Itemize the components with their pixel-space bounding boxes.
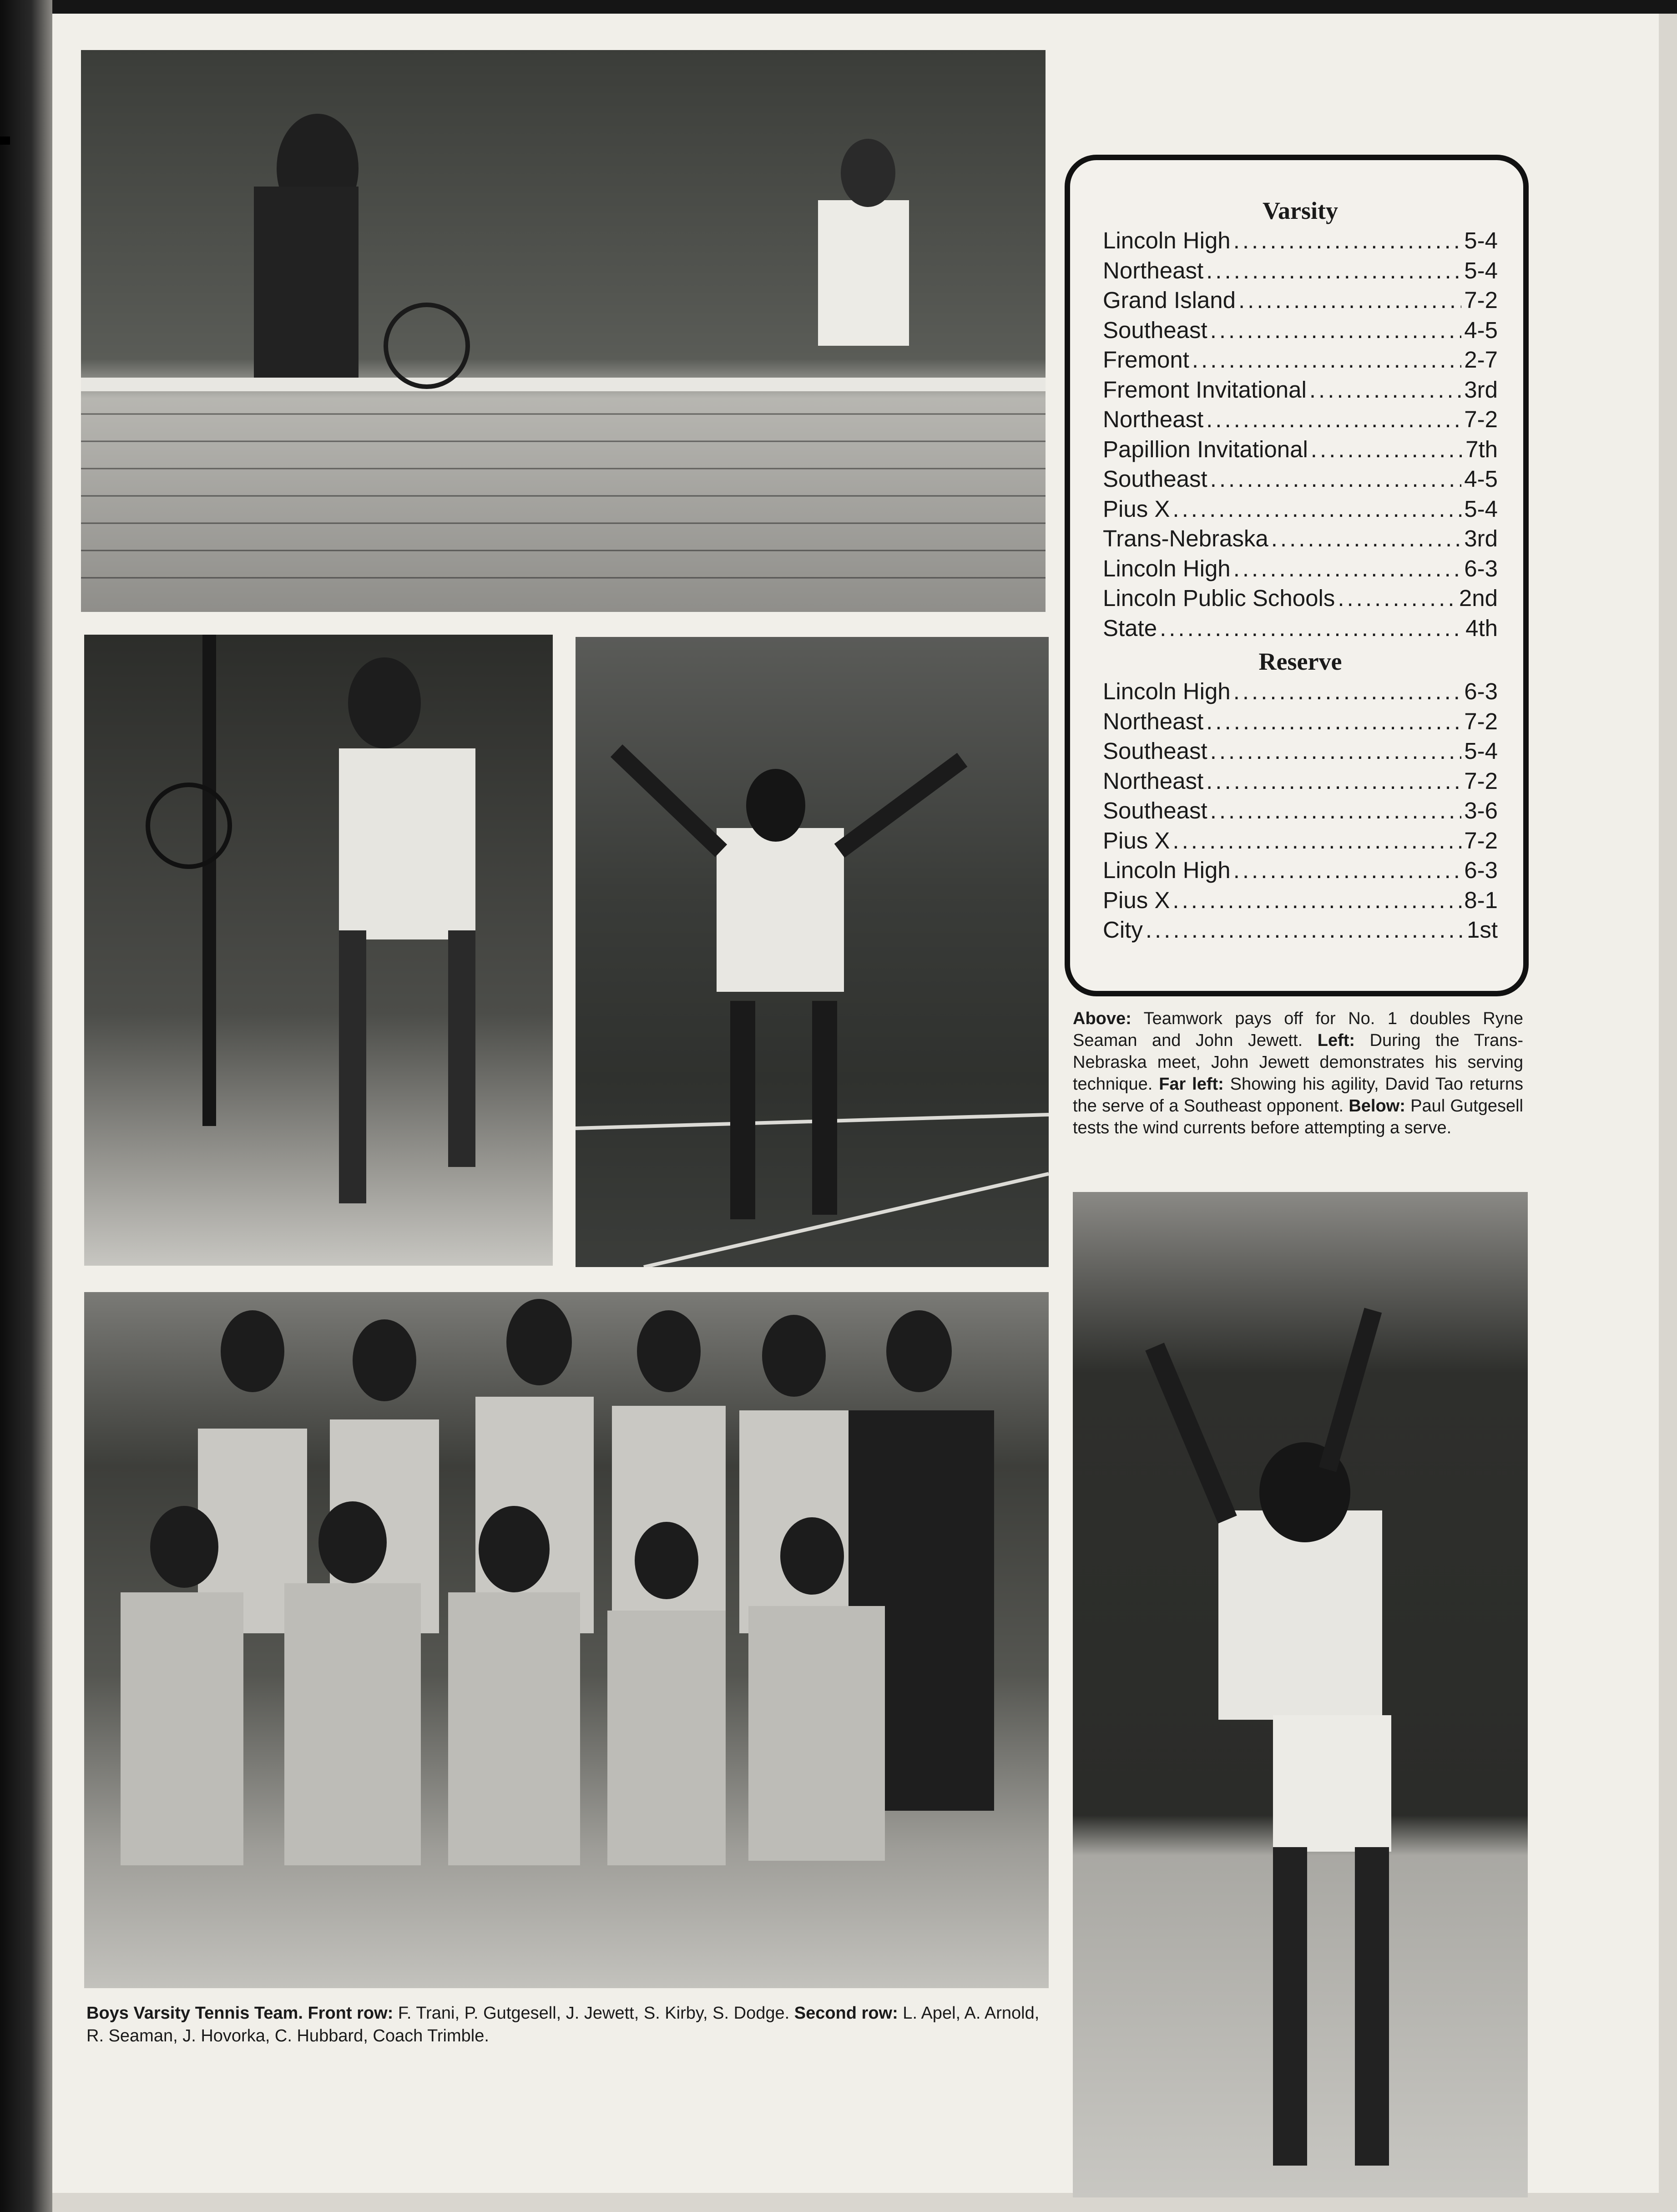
result-row <box>1103 315 1498 345</box>
leader-dots <box>1210 796 1462 826</box>
match-result: 6-3 <box>1464 678 1498 704</box>
match-result: 8-1 <box>1464 887 1498 913</box>
leader-dots <box>1271 524 1462 554</box>
match-result: 7-2 <box>1464 827 1498 853</box>
opponent-name: Pius X <box>1103 495 1170 522</box>
result-row <box>1103 885 1498 915</box>
match-result: 6-3 <box>1464 555 1498 581</box>
match-result: 4-5 <box>1464 317 1498 343</box>
opponent-name: City <box>1103 917 1143 943</box>
match-result: 7-2 <box>1464 768 1498 794</box>
result-row <box>1103 613 1498 643</box>
opponent-name: Lincoln High <box>1103 678 1231 704</box>
leader-dots <box>1233 226 1462 256</box>
net-scene-graphic <box>81 50 1046 612</box>
result-row <box>1103 464 1498 494</box>
opponent-name: Southeast <box>1103 466 1207 492</box>
photo-david-tao <box>84 635 553 1266</box>
opponent-name: Lincoln High <box>1103 857 1231 883</box>
result-row <box>1103 796 1498 826</box>
photo-doubles-at-net <box>81 50 1046 612</box>
opponent-name: Lincoln Public Schools <box>1103 585 1335 611</box>
team-group-graphic <box>84 1292 1049 1988</box>
david-tao-graphic <box>84 635 553 1266</box>
opponent-name: Southeast <box>1103 738 1207 764</box>
varsity-heading: Varsity <box>1262 197 1338 224</box>
caption-far-left-label: Far left: <box>1159 1075 1224 1094</box>
opponent-name: Southeast <box>1103 317 1207 343</box>
photo-varsity-team <box>84 1292 1049 1988</box>
leader-dots <box>1146 915 1464 945</box>
photo-john-jewett-serving <box>576 637 1049 1267</box>
caption-above-label: Above: <box>1073 1009 1131 1028</box>
front-row-names: F. Trani, P. Gutgesell, J. Jewett, S. Kirby, S. Dodge. <box>393 2004 794 2023</box>
leader-dots <box>1172 826 1461 856</box>
opponent-name: Grand Island <box>1103 287 1236 313</box>
match-result: 5-4 <box>1464 738 1498 764</box>
match-result: 7-2 <box>1464 287 1498 313</box>
result-row <box>1103 285 1498 315</box>
result-row <box>1103 736 1498 766</box>
result-row <box>1103 434 1498 465</box>
opponent-name: State <box>1103 615 1157 641</box>
result-row <box>1103 256 1498 286</box>
leader-dots <box>1206 766 1461 796</box>
leader-dots <box>1210 464 1462 494</box>
leader-dots <box>1210 736 1462 766</box>
leader-dots <box>1309 375 1461 405</box>
caption-left-text: During the Trans-Nebraska meet, John Jewett demonstrates his serving technique. <box>1073 1031 1524 1094</box>
photo-captions <box>1073 1008 1523 1139</box>
leader-dots <box>1206 707 1461 737</box>
result-row <box>1103 524 1498 554</box>
opponent-name: Papillion Invitational <box>1103 436 1308 462</box>
match-result: 3rd <box>1464 525 1498 551</box>
leader-dots <box>1206 256 1461 286</box>
result-row <box>1103 826 1498 856</box>
match-result: 7th <box>1465 436 1498 462</box>
second-row-label: Second row: <box>794 2004 898 2023</box>
leader-dots <box>1233 554 1462 584</box>
match-result: 7-2 <box>1464 406 1498 432</box>
caption-above-text: Teamwork pays off for No. 1 doubles Ryne Seaman and John Jewett. <box>1073 1009 1523 1050</box>
caption-left-label: Left: <box>1317 1031 1355 1050</box>
reserve-results <box>1103 677 1498 945</box>
leader-dots <box>1192 345 1461 375</box>
reserve-heading: Reserve <box>1258 648 1342 675</box>
result-row <box>1103 677 1498 707</box>
match-result: 4th <box>1465 615 1498 641</box>
gutgesell-graphic <box>1073 1192 1528 2197</box>
opponent-name: Northeast <box>1103 708 1204 734</box>
edge-mark <box>0 136 10 145</box>
leader-dots <box>1206 404 1461 434</box>
result-row <box>1103 583 1498 613</box>
opponent-name: Lincoln High <box>1103 555 1231 581</box>
opponent-name: Northeast <box>1103 768 1204 794</box>
result-row <box>1103 226 1498 256</box>
opponent-name: Pius X <box>1103 827 1170 853</box>
result-row <box>1103 707 1498 737</box>
jewett-serving-graphic <box>576 637 1049 1267</box>
leader-dots <box>1311 434 1463 465</box>
opponent-name: Fremont Invitational <box>1103 376 1307 403</box>
second-row-names: L. Apel, A. Arnold, R. Seaman, J. Hovorka, C. Hubbard, Coach Trimble. <box>86 2004 1040 2045</box>
leader-dots <box>1233 677 1462 707</box>
opponent-name: Fremont <box>1103 347 1189 373</box>
match-result: 5-4 <box>1464 495 1498 522</box>
match-result: 6-3 <box>1464 857 1498 883</box>
caption-below-label: Below: <box>1349 1096 1405 1116</box>
result-row <box>1103 345 1498 375</box>
leader-dots <box>1238 285 1461 315</box>
opponent-name: Northeast <box>1103 257 1204 283</box>
result-row <box>1103 375 1498 405</box>
match-result: 1st <box>1466 917 1498 943</box>
leader-dots <box>1160 613 1463 643</box>
result-row <box>1103 494 1498 524</box>
match-result: 5-4 <box>1464 257 1498 283</box>
match-result: 3rd <box>1464 376 1498 403</box>
leader-dots <box>1233 855 1462 885</box>
team-caption <box>86 2002 1046 2047</box>
leader-dots <box>1172 885 1461 915</box>
caption-far-left-text: Showing his agility, David Tao returns the serve of a Southeast opponent. <box>1073 1075 1523 1116</box>
binding-spine <box>0 0 52 2212</box>
result-row <box>1103 404 1498 434</box>
opponent-name: Trans-Nebraska <box>1103 525 1268 551</box>
leader-dots <box>1172 494 1461 524</box>
opponent-name: Southeast <box>1103 798 1207 823</box>
page-top-edge <box>0 0 1677 14</box>
results-list <box>1103 196 1498 945</box>
opponent-name: Pius X <box>1103 887 1170 913</box>
match-result: 5-4 <box>1464 227 1498 253</box>
photo-paul-gutgesell <box>1073 1192 1528 2197</box>
result-row <box>1103 766 1498 796</box>
leader-dots <box>1338 583 1456 613</box>
results-box <box>1065 155 1529 996</box>
match-result: 7-2 <box>1464 708 1498 734</box>
opponent-name: Northeast <box>1103 406 1204 432</box>
match-result: 4-5 <box>1464 466 1498 492</box>
opponent-name: Lincoln High <box>1103 227 1231 253</box>
result-row <box>1103 855 1498 885</box>
match-result: 2nd <box>1459 585 1498 611</box>
varsity-results <box>1103 226 1498 643</box>
match-result: 2-7 <box>1464 347 1498 373</box>
leader-dots <box>1210 315 1462 345</box>
caption-below-text: Paul Gutgesell tests the wind currents before attempting a serve. <box>1073 1096 1523 1137</box>
match-result: 3-6 <box>1464 798 1498 823</box>
front-row-label: Front row: <box>303 2004 394 2023</box>
result-row <box>1103 915 1498 945</box>
result-row <box>1103 554 1498 584</box>
team-caption-title: Boys Varsity Tennis Team. <box>86 2004 303 2023</box>
